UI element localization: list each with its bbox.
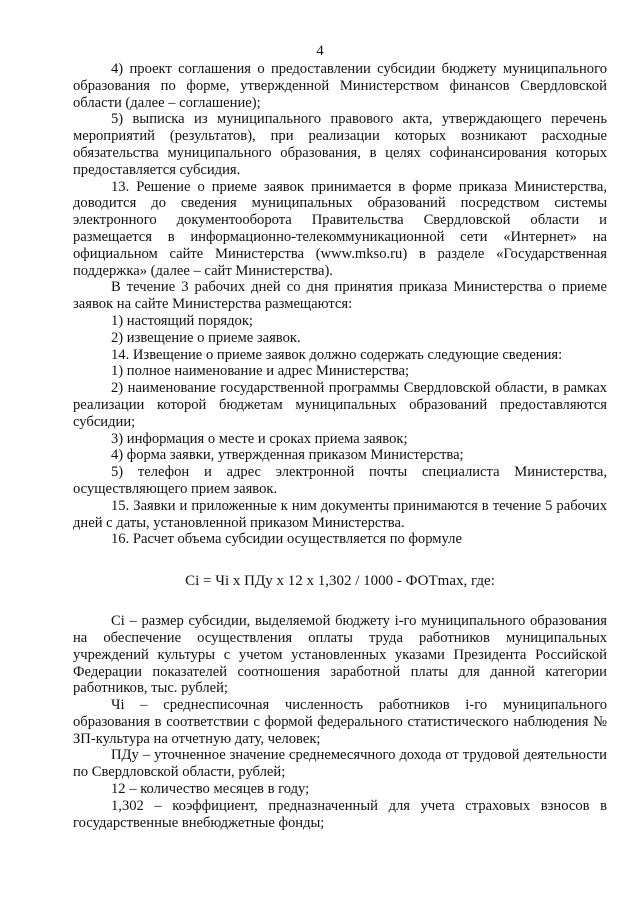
paragraph: 15. Заявки и приложенные к ним документы принимаются в течение 5 рабочих дней с даты, установленной приказом Министерства. [73,497,607,531]
definition-paragraph: Ci – размер субсидии, выделяемой бюджету i-го муниципального образования на обеспечение осуществления оплаты труда работников муниципальных учреждений культуры с учетом установленных указами Президента Российской Федерации показателей соотношения заработной платы для данной категории работников, тыс. рублей; [73,613,607,697]
paragraph: 13. Решение о приеме заявок принимается в форме приказа Министерства, доводится до сведения муниципальных образований посредством системы электронного документооборота Правительства Свердловской области и размещается в информационно-телекоммуникационной сети «Интернет» на официальном сайте Министерства (www.mkso.ru) в разделе «Государственная поддержка» (далее – сайт Министерства). [73,178,607,279]
definition-paragraph: Чi – среднесписочная численность работников i-го муниципального образования в соответствии с формой федерального статистического наблюдения № ЗП-культура на отчетную дату, человек; [73,697,607,747]
formula-definitions [73,613,607,831]
list-item: 4) форма заявки, утвержденная приказом Министерства; [111,447,464,464]
list-item: 2) извещение о приеме заявок. [111,329,301,346]
paragraph: 16. Расчет объема субсидии осуществляется по формуле [111,531,462,548]
list-item: 2) наименование государственной программы Свердловской области, в рамках реализации которой бюджетам муниципальных образований предоставляются субсидии; [73,380,607,430]
paragraph: В течение 3 рабочих дней со дня принятия приказа Министерства о приеме заявок на сайте Министерства размещаются: [73,279,607,313]
paragraph: 4) проект соглашения о предоставлении субсидии бюджету муниципального образования по форме, утвержденной Министерством финансов Свердловской области (далее – соглашение); [73,61,607,111]
list-item: 3) информация о месте и сроках приема заявок; [111,430,408,447]
definition-paragraph: ПДу – уточненное значение среднемесячного дохода от трудовой деятельности по Свердловской области, рублей; [73,747,607,781]
definition-paragraph: 12 – количество месяцев в году; [111,781,310,798]
document-body [73,61,607,831]
paragraphs-top [73,61,607,548]
subsidy-formula: Ci = Чi x ПДу x 12 x 1,302 / 1000 - ФОТmax, где: [185,573,495,590]
definition-paragraph: 1,302 – коэффициент, предназначенный для учета страховых взносов в государственные внебюджетные фонды; [73,797,607,831]
paragraph: 14. Извещение о приеме заявок должно содержать следующие сведения: [111,346,563,363]
list-item: 1) настоящий порядок; [111,312,253,329]
list-item: 1) полное наименование и адрес Министерства; [111,363,409,380]
page-number: 4 [316,43,324,59]
list-item: 5) телефон и адрес электронной почты специалиста Министерства, осуществляющего прием заявок. [73,464,607,497]
paragraph: 5) выписка из муниципального правового акта, утверждающего перечень мероприятий (результатов), при реализации которых возникают расходные обязательства муниципального образования, в целях софинансирования которых предоставляется субсидия. [73,111,607,178]
